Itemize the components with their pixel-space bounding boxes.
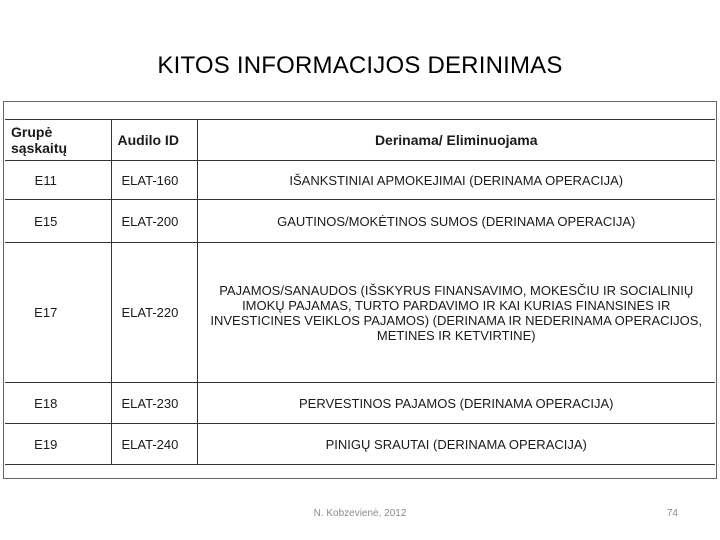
cell-description: PERVESTINOS PAJAMOS (DERINAMA OPERACIJA) (197, 383, 715, 424)
cell-description: PAJAMOS/SANAUDOS (IŠSKYRUS FINANSAVIMO, MOKESČIU IR SOCIALINIŲ IMOKŲ PAJAMAS, TURTO PARDAVIMO IR KAI KURIAS FINANSINES IR INVESTICINES VEIKLOS PAJAMOS) (DERINAMA IR NEDERINAMA OPERACIJOS, METINES IR KETVIRTINE) (197, 243, 715, 383)
header-audit-id: Audilo ID (111, 120, 197, 161)
table-row (5, 200, 715, 243)
table-row (5, 243, 715, 383)
reconciliation-table (5, 119, 715, 465)
cell-audit-id: ELAT-200 (111, 200, 197, 243)
header-description: Derinama/ Eliminuojama (197, 120, 715, 161)
cell-group: E15 (5, 200, 111, 243)
slide-title: KITOS INFORMACIJOS DERINIMAS (157, 52, 563, 79)
table-row (5, 383, 715, 424)
table-header-row (5, 120, 715, 161)
header-group: Grupė sąskaitų (5, 120, 111, 161)
cell-audit-id: ELAT-240 (111, 424, 197, 465)
cell-audit-id: ELAT-220 (111, 243, 197, 383)
page-number: 74 (666, 508, 678, 519)
cell-description: PINIGŲ SRAUTAI (DERINAMA OPERACIJA) (197, 424, 715, 465)
table-row (5, 424, 715, 465)
cell-audit-id: ELAT-230 (111, 383, 197, 424)
table-frame (3, 101, 717, 479)
cell-group: E19 (5, 424, 111, 465)
footer-author: N. Kobzevienė, 2012 (313, 508, 407, 519)
cell-description: GAUTINOS/MOKĖTINOS SUMOS (DERINAMA OPERACIJA) (197, 200, 715, 243)
cell-group: E17 (5, 243, 111, 383)
cell-description: IŠANKSTINIAI APMOKEJIMAI (DERINAMA OPERACIJA) (197, 161, 715, 200)
cell-group: E18 (5, 383, 111, 424)
table-row (5, 161, 715, 200)
cell-group: E11 (5, 161, 111, 200)
cell-audit-id: ELAT-160 (111, 161, 197, 200)
